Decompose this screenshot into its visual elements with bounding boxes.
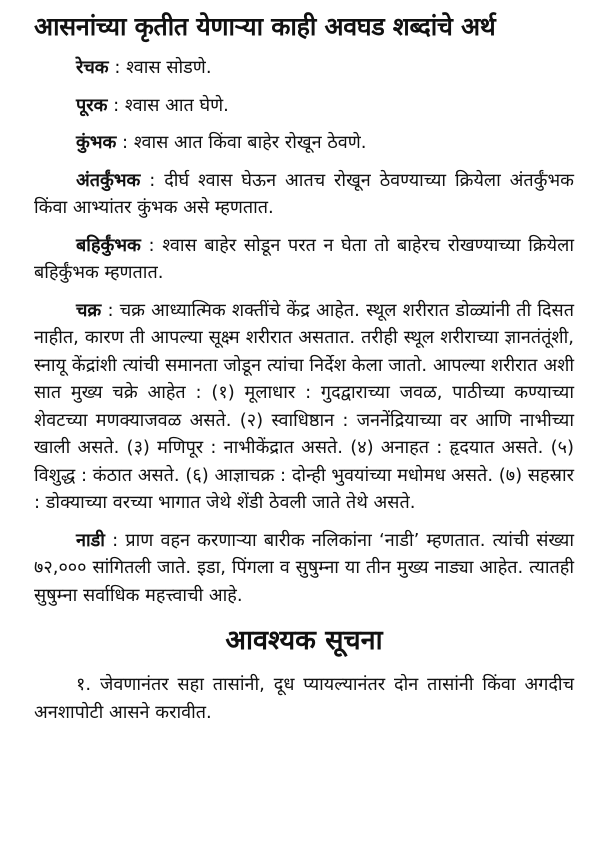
definition-chakra — [34, 297, 574, 517]
definition-term: रेचक — [76, 57, 109, 78]
notice-item: १. जेवणानंतर सहा तासांनी, दूध प्यायल्यानंतर दोन तासांनी किंवा अगदीच अनशापोटी आसने करावीत. — [34, 674, 574, 723]
definition-text: : श्वास सोडणे. — [108, 57, 212, 78]
definition-text: : श्वास बाहेर सोडून परत न घेता तो बाहेरच रोखण्याच्या क्रियेला बहिर्कुंभक म्हणतात. — [34, 234, 574, 283]
definition-purak — [34, 92, 574, 120]
definition-kumbhak — [34, 129, 574, 157]
definition-text: : चक्र आध्यात्मिक शक्तींचे केंद्र आहेत. स्थूल शरीरात डोळ्यांनी ती दिसत नाहीत, कारण ती आपल्या सूक्ष्म शरीरात असतात. तरीही स्थूल शरीराच्या ज्ञानतंतूंशी, स्नायू केंद्रांशी त्यांची समानता जोडून त्यांचा निर्देश केला जातो. आपल्या शरीरात अशी सात मुख्य चक्रे आहेत : (१) मूलाधार : गुदद्वाराच्या जवळ, पाठीच्या कण्याच्या शेवटच्या मणक्याजवळ असते. (२) स्वाधिष्ठान : जननेंद्रियाच्या वर आणि नाभीच्या खाली असते. (३) मणिपूर : नाभीकेंद्रात असते. (४) अनाहत : हृदयात असते. (५) विशुद्ध : कंठात असते. (६) आज्ञाचक्र : दोन्ही भुवयांच्या मधोमध असते. (७) सहस्रार : डोक्याच्या वरच्या भागात जेथे शेंडी ठेवली जाते तेथे असते. — [34, 299, 574, 513]
definition-term: चक्र — [76, 299, 102, 321]
definition-text: : श्वास आत घेणे. — [107, 94, 229, 116]
definition-rechak — [34, 54, 574, 82]
page-heading: आसनांच्या कृतीत येणाऱ्या काही अवघड शब्दांचे अर्थ — [34, 12, 496, 41]
definition-text: : दीर्घ श्वास घेऊन आतच रोखून ठेवण्याच्या क्रियेला अंतर्कुंभक किंवा आभ्यांतर कुंभक असे म्हणतात. — [34, 169, 574, 218]
definition-term: कुंभक — [76, 132, 117, 153]
definition-bahirkumbhak — [34, 232, 574, 287]
definition-term: पूरक — [76, 94, 108, 116]
definition-term: अंतर्कुंभक — [76, 169, 141, 191]
definition-term: नाडी — [76, 529, 105, 551]
definition-antarkumbhak — [34, 167, 574, 222]
notice-heading: आवश्यक सूचना — [225, 625, 383, 656]
definition-term: बहिर्कुंभक — [76, 234, 141, 256]
definition-text: : प्राण वहन करणाऱ्या बारीक नलिकांना ‘नाडी’ म्हणतात. त्यांची संख्या ७२,००० सांगितली जाते. इडा, पिंगला व सुषुम्ना या तीन मुख्य नाड्या आहेत. त्यातही सुषुम्ना सर्वाधिक महत्त्वाची आहे. — [34, 529, 574, 606]
definition-nadi — [34, 527, 574, 610]
definition-text: : श्वास आत किंवा बाहेर रोखून ठेवणे. — [116, 132, 367, 153]
